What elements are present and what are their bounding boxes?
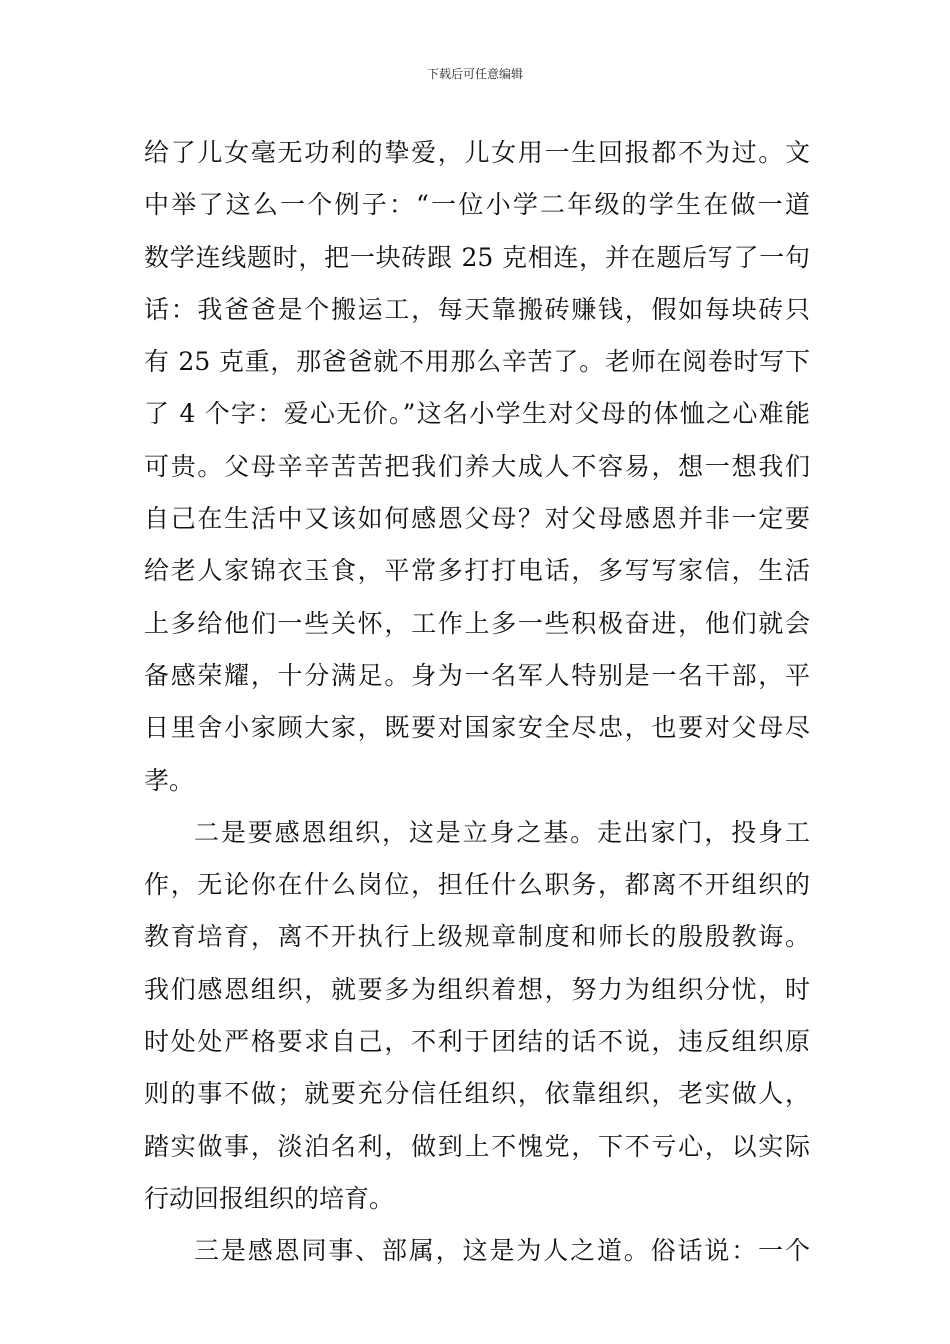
paragraph-parents — [144, 127, 810, 807]
text-line: 自己在生活中又该如何感恩父母？对父母感恩并非一定要 — [144, 504, 810, 534]
text-line: 上多给他们一些关怀，工作上多一些积极奋进，他们就会 — [144, 608, 810, 638]
text-line: 中举了这么一个例子：“一位小学二年级的学生在做一道 — [144, 190, 810, 220]
text-line: 备感荣耀，十分满足。身为一名军人特别是一名干部，平 — [144, 660, 810, 690]
text-line: 踏实做事，淡泊名利，做到上不愧党，下不亏心，以实际 — [144, 1131, 810, 1161]
text-line: 可贵。父母辛辛苦苦把我们养大成人不容易，想一想我们 — [144, 451, 810, 481]
paragraph-organization — [144, 807, 810, 1225]
text-line: 二是要感恩组织，这是立身之基。走出家门，投身工 — [194, 817, 810, 847]
text-line: 日里舍小家顾大家，既要对国家安全尽忠，也要对父母尽 — [144, 713, 810, 743]
text-line: 数学连线题时，把一块砖跟 25 克相连，并在题后写了一句 — [144, 242, 810, 272]
text-line: 话：我爸爸是个搬运工，每天靠搬砖赚钱，假如每块砖只 — [144, 294, 810, 324]
text-line: 时处处严格要求自己，不利于团结的话不说，违反组织原 — [144, 1027, 810, 1057]
text-line: 三是感恩同事、部属，这是为人之道。俗话说：一个 — [194, 1236, 810, 1266]
text-line: 则的事不做；就要充分信任组织，依靠组织，老实做人， — [144, 1079, 810, 1109]
text-line: 了 4 个字：爱心无价。”这名小学生对父母的体恤之心难能 — [144, 399, 810, 429]
text-line: 给老人家锦衣玉食，平常多打打电话，多写写家信，生活 — [144, 556, 810, 586]
text-line: 我们感恩组织，就要多为组织着想，努力为组织分忧，时 — [144, 974, 810, 1004]
document-body — [144, 127, 810, 1278]
text-line: 教育培育，离不开执行上级规章制度和师长的殷殷教诲。 — [144, 922, 810, 952]
page-header: 下载后可任意编辑 — [426, 67, 523, 81]
text-line: 有 25 克重，那爸爸就不用那么辛苦了。老师在阅卷时写下 — [144, 347, 810, 377]
paragraph-colleagues — [144, 1225, 810, 1277]
text-line: 给了儿女毫无功利的挚爱，儿女用一生回报都不为过。文 — [144, 138, 810, 167]
text-line: 行动回报组织的培育。 — [144, 1183, 395, 1213]
text-line: 作，无论你在什么岗位，担任什么职务，都离不开组织的 — [144, 870, 810, 900]
text-line: 孝。 — [144, 765, 195, 795]
